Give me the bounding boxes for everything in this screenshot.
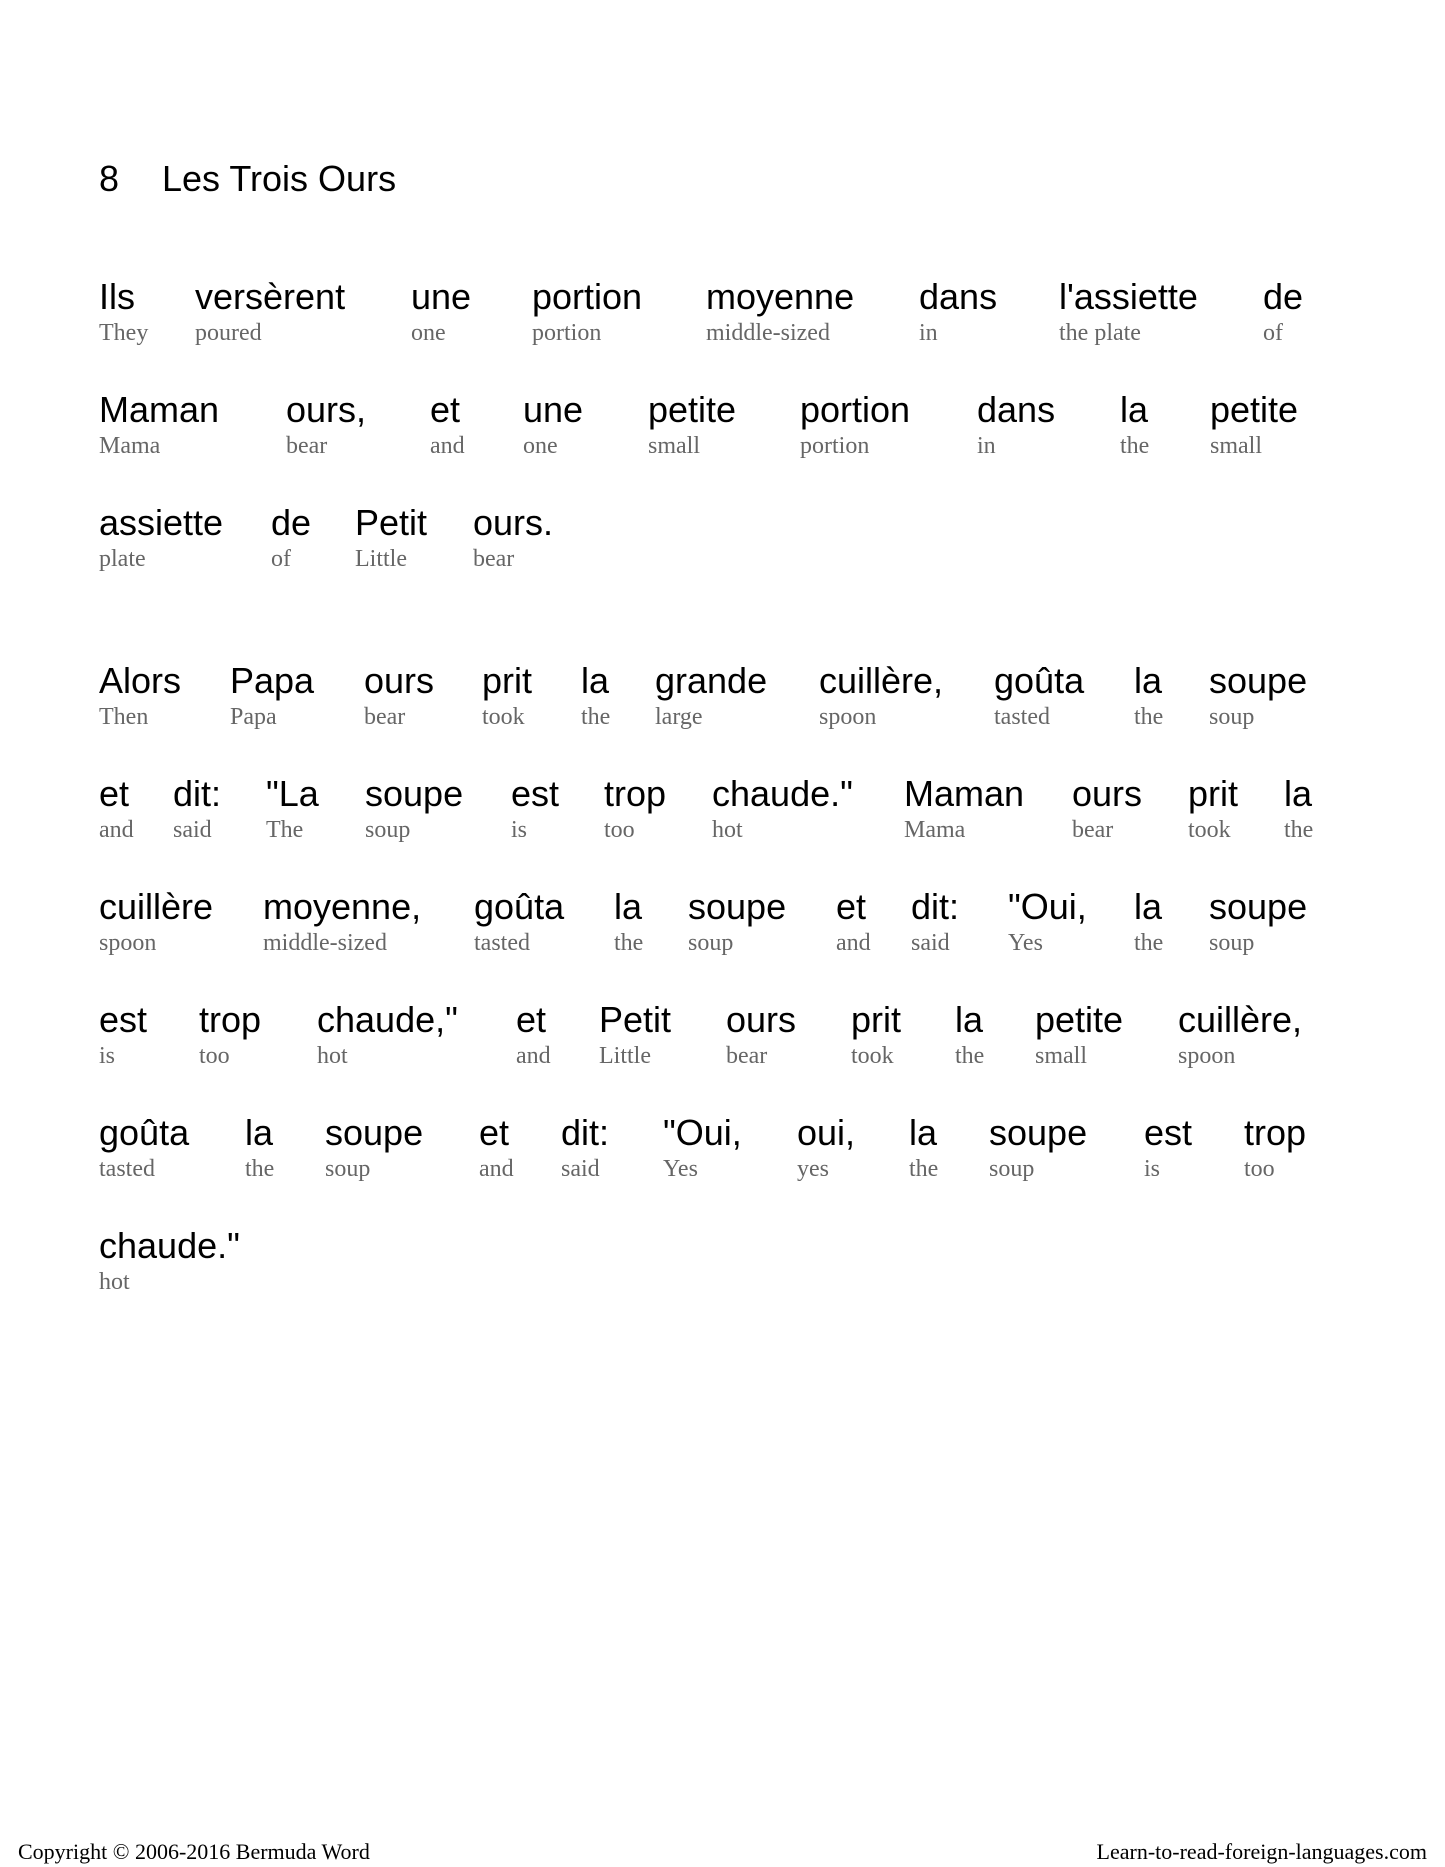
english-gloss: large <box>655 704 703 730</box>
french-word: moyenne <box>706 276 855 317</box>
word-pair <box>1263 277 1303 347</box>
english-gloss: the <box>581 704 611 730</box>
french-word: la <box>1134 660 1163 701</box>
english-gloss: too <box>1244 1156 1275 1182</box>
french-word: la <box>909 1112 938 1153</box>
text-line <box>0 1000 1445 1100</box>
word-pair <box>919 277 997 347</box>
french-word: la <box>955 999 984 1040</box>
french-word: portion <box>532 276 643 317</box>
word-pair <box>1210 390 1298 460</box>
french-word: cuillère <box>99 886 214 927</box>
word-pair <box>1134 887 1163 957</box>
french-word: trop <box>1244 1112 1307 1153</box>
french-word: soupe <box>1209 660 1308 701</box>
english-gloss: spoon <box>1178 1043 1236 1069</box>
word-pair <box>1035 1000 1123 1070</box>
page-title <box>99 158 396 200</box>
word-pair <box>99 503 223 573</box>
word-pair <box>271 503 311 573</box>
english-gloss: and <box>516 1043 551 1069</box>
english-gloss: the <box>1284 817 1314 843</box>
english-gloss: They <box>99 320 149 346</box>
english-gloss: and <box>430 433 465 459</box>
word-pair <box>800 390 910 460</box>
word-pair <box>836 887 871 957</box>
word-pair <box>99 661 181 731</box>
english-gloss: too <box>199 1043 230 1069</box>
word-pair <box>1209 661 1307 731</box>
word-pair <box>1144 1113 1192 1183</box>
french-word: soupe <box>325 1112 424 1153</box>
french-word: Alors <box>99 660 182 701</box>
english-gloss: soup <box>365 817 411 843</box>
french-word: la <box>1284 773 1313 814</box>
french-word: goûta <box>994 660 1085 701</box>
word-pair <box>523 390 583 460</box>
french-word: une <box>411 276 472 317</box>
english-gloss: bear <box>473 546 515 572</box>
word-pair <box>688 887 786 957</box>
english-gloss: portion <box>532 320 602 346</box>
english-gloss: yes <box>797 1156 829 1182</box>
english-gloss: said <box>561 1156 600 1182</box>
word-pair <box>364 661 434 731</box>
word-pair <box>604 774 666 844</box>
french-word: prit <box>1188 773 1239 814</box>
french-word: l'assiette <box>1059 276 1198 317</box>
english-gloss: portion <box>800 433 870 459</box>
english-gloss: hot <box>99 1269 130 1295</box>
french-word: la <box>245 1112 274 1153</box>
word-pair <box>1284 774 1313 844</box>
french-word: assiette <box>99 502 224 543</box>
english-gloss: poured <box>195 320 262 346</box>
english-gloss: said <box>911 930 950 956</box>
french-word: goûta <box>99 1112 190 1153</box>
word-pair <box>173 774 221 844</box>
french-word: versèrent <box>195 276 346 317</box>
french-word: grande <box>655 660 768 701</box>
chapter-title: Les Trois Ours <box>162 158 397 199</box>
word-pair <box>479 1113 514 1183</box>
french-word: Petit <box>599 999 672 1040</box>
french-word: est <box>511 773 560 814</box>
french-word: de <box>1263 276 1304 317</box>
french-word: dans <box>919 276 998 317</box>
english-gloss: hot <box>712 817 743 843</box>
french-word: goûta <box>474 886 565 927</box>
french-word: ours, <box>286 389 367 430</box>
english-gloss: is <box>511 817 528 843</box>
english-gloss: in <box>977 433 996 459</box>
word-pair <box>1188 774 1238 844</box>
word-pair <box>911 887 959 957</box>
english-gloss: the <box>614 930 644 956</box>
word-pair <box>325 1113 423 1183</box>
english-gloss: Papa <box>230 704 277 730</box>
word-pair <box>1120 390 1149 460</box>
french-word: la <box>581 660 610 701</box>
english-gloss: small <box>648 433 700 459</box>
word-pair <box>365 774 463 844</box>
french-word: petite <box>648 389 737 430</box>
word-pair <box>516 1000 551 1070</box>
word-pair <box>1072 774 1142 844</box>
english-gloss: tasted <box>474 930 530 956</box>
text-line <box>0 774 1445 874</box>
french-word: "La <box>266 773 319 814</box>
word-pair <box>99 390 219 460</box>
english-gloss: small <box>1210 433 1262 459</box>
english-gloss: the plate <box>1059 320 1141 346</box>
word-pair <box>1134 661 1163 731</box>
french-word: de <box>271 502 312 543</box>
word-pair <box>473 503 553 573</box>
french-word: Ils <box>99 276 135 317</box>
french-word: oui, <box>797 1112 856 1153</box>
text-line <box>0 277 1445 377</box>
english-gloss: and <box>836 930 871 956</box>
word-pair <box>99 1000 147 1070</box>
french-word: prit <box>482 660 533 701</box>
french-word: ours <box>726 999 797 1040</box>
english-gloss: too <box>604 817 635 843</box>
french-word: dit: <box>173 773 222 814</box>
english-gloss: is <box>1144 1156 1161 1182</box>
english-gloss: one <box>523 433 558 459</box>
english-gloss: hot <box>317 1043 348 1069</box>
french-word: ours <box>364 660 435 701</box>
french-word: la <box>1134 886 1163 927</box>
french-word: "Oui, <box>1008 886 1087 927</box>
english-gloss: Mama <box>904 817 966 843</box>
word-pair <box>819 661 943 731</box>
english-gloss: took <box>1188 817 1231 843</box>
word-pair <box>712 774 853 844</box>
footer-site-link[interactable]: Learn-to-read-foreign-languages.com <box>1096 1839 1427 1864</box>
word-pair <box>655 661 767 731</box>
word-pair <box>1059 277 1198 347</box>
english-gloss: Yes <box>1008 930 1043 956</box>
word-pair <box>430 390 465 460</box>
french-word: et <box>836 886 867 927</box>
english-gloss: Mama <box>99 433 161 459</box>
word-pair <box>989 1113 1087 1183</box>
word-pair <box>411 277 471 347</box>
english-gloss: middle-sized <box>263 930 387 956</box>
french-word: et <box>430 389 461 430</box>
french-word: "Oui, <box>663 1112 742 1153</box>
english-gloss: took <box>482 704 525 730</box>
word-pair <box>1244 1113 1306 1183</box>
english-gloss: of <box>271 546 291 572</box>
english-gloss: soup <box>1209 930 1255 956</box>
word-pair <box>955 1000 984 1070</box>
french-word: est <box>1144 1112 1193 1153</box>
word-pair <box>614 887 643 957</box>
french-word: ours <box>1072 773 1143 814</box>
french-word: soupe <box>365 773 464 814</box>
french-word: trop <box>199 999 262 1040</box>
french-word: et <box>516 999 547 1040</box>
english-gloss: small <box>1035 1043 1087 1069</box>
word-pair <box>851 1000 901 1070</box>
french-word: moyenne, <box>263 886 422 927</box>
word-pair <box>355 503 427 573</box>
english-gloss: the <box>245 1156 275 1182</box>
french-word: cuillère, <box>1178 999 1303 1040</box>
english-gloss: tasted <box>99 1156 155 1182</box>
english-gloss: bear <box>726 1043 768 1069</box>
french-word: prit <box>851 999 902 1040</box>
text-line <box>0 661 1445 761</box>
french-word: chaude," <box>317 999 458 1040</box>
word-pair <box>797 1113 855 1183</box>
english-gloss: the <box>909 1156 939 1182</box>
english-gloss: Then <box>99 704 149 730</box>
word-pair <box>1209 887 1307 957</box>
word-pair <box>199 1000 261 1070</box>
text-line <box>0 1226 1445 1326</box>
french-word: trop <box>604 773 667 814</box>
french-word: petite <box>1210 389 1299 430</box>
text-line <box>0 887 1445 987</box>
word-pair <box>474 887 564 957</box>
english-gloss: spoon <box>99 930 157 956</box>
word-pair <box>99 887 213 957</box>
french-word: chaude." <box>712 773 853 814</box>
english-gloss: the <box>1134 930 1164 956</box>
english-gloss: soup <box>688 930 734 956</box>
text-line <box>0 503 1445 603</box>
english-gloss: plate <box>99 546 146 572</box>
word-pair <box>195 277 345 347</box>
english-gloss: of <box>1263 320 1283 346</box>
word-pair <box>581 661 610 731</box>
english-gloss: the <box>955 1043 985 1069</box>
english-gloss: The <box>266 817 304 843</box>
french-word: est <box>99 999 148 1040</box>
english-gloss: and <box>479 1156 514 1182</box>
french-word: dit: <box>911 886 960 927</box>
word-pair <box>286 390 366 460</box>
french-word: soupe <box>989 1112 1088 1153</box>
word-pair <box>99 277 148 347</box>
word-pair <box>726 1000 796 1070</box>
word-pair <box>561 1113 609 1183</box>
text-line <box>0 1113 1445 1213</box>
french-word: dit: <box>561 1112 610 1153</box>
french-word: portion <box>800 389 911 430</box>
word-pair <box>99 1226 240 1296</box>
word-pair <box>648 390 736 460</box>
english-gloss: Yes <box>663 1156 698 1182</box>
english-gloss: the <box>1120 433 1150 459</box>
french-word: et <box>99 773 130 814</box>
word-pair <box>706 277 854 347</box>
text-line <box>0 390 1445 490</box>
english-gloss: one <box>411 320 446 346</box>
word-pair <box>482 661 532 731</box>
french-word: la <box>1120 389 1149 430</box>
english-gloss: soup <box>1209 704 1255 730</box>
french-word: cuillère, <box>819 660 944 701</box>
french-word: Papa <box>230 660 315 701</box>
word-pair <box>1008 887 1087 957</box>
english-gloss: middle-sized <box>706 320 830 346</box>
word-pair <box>99 1113 189 1183</box>
english-gloss: bear <box>1072 817 1114 843</box>
word-pair <box>909 1113 938 1183</box>
english-gloss: Little <box>599 1043 651 1069</box>
word-pair <box>511 774 559 844</box>
english-gloss: bear <box>286 433 328 459</box>
word-pair <box>266 774 319 844</box>
english-gloss: took <box>851 1043 894 1069</box>
french-word: Petit <box>355 502 428 543</box>
english-gloss: said <box>173 817 212 843</box>
word-pair <box>1178 1000 1302 1070</box>
english-gloss: spoon <box>819 704 877 730</box>
english-gloss: and <box>99 817 134 843</box>
english-gloss: tasted <box>994 704 1050 730</box>
french-word: soupe <box>1209 886 1308 927</box>
word-pair <box>994 661 1084 731</box>
word-pair <box>263 887 421 957</box>
english-gloss: in <box>919 320 938 346</box>
english-gloss: bear <box>364 704 406 730</box>
french-word: soupe <box>688 886 787 927</box>
english-gloss: the <box>1134 704 1164 730</box>
french-word: petite <box>1035 999 1124 1040</box>
footer-copyright: Copyright © 2006-2016 Bermuda Word <box>18 1839 370 1864</box>
english-gloss: is <box>99 1043 116 1069</box>
french-word: Maman <box>99 389 220 430</box>
word-pair <box>599 1000 671 1070</box>
english-gloss: Little <box>355 546 407 572</box>
word-pair <box>663 1113 742 1183</box>
word-pair <box>245 1113 274 1183</box>
word-pair <box>230 661 314 731</box>
word-pair <box>99 774 134 844</box>
word-pair <box>904 774 1024 844</box>
french-word: ours. <box>473 502 554 543</box>
word-pair <box>532 277 642 347</box>
word-pair <box>977 390 1055 460</box>
word-pair <box>317 1000 458 1070</box>
french-word: dans <box>977 389 1056 430</box>
chapter-number: 8 <box>99 158 120 199</box>
english-gloss: soup <box>325 1156 371 1182</box>
english-gloss: soup <box>989 1156 1035 1182</box>
french-word: chaude." <box>99 1225 240 1266</box>
french-word: la <box>614 886 643 927</box>
french-word: Maman <box>904 773 1025 814</box>
french-word: une <box>523 389 584 430</box>
french-word: et <box>479 1112 510 1153</box>
